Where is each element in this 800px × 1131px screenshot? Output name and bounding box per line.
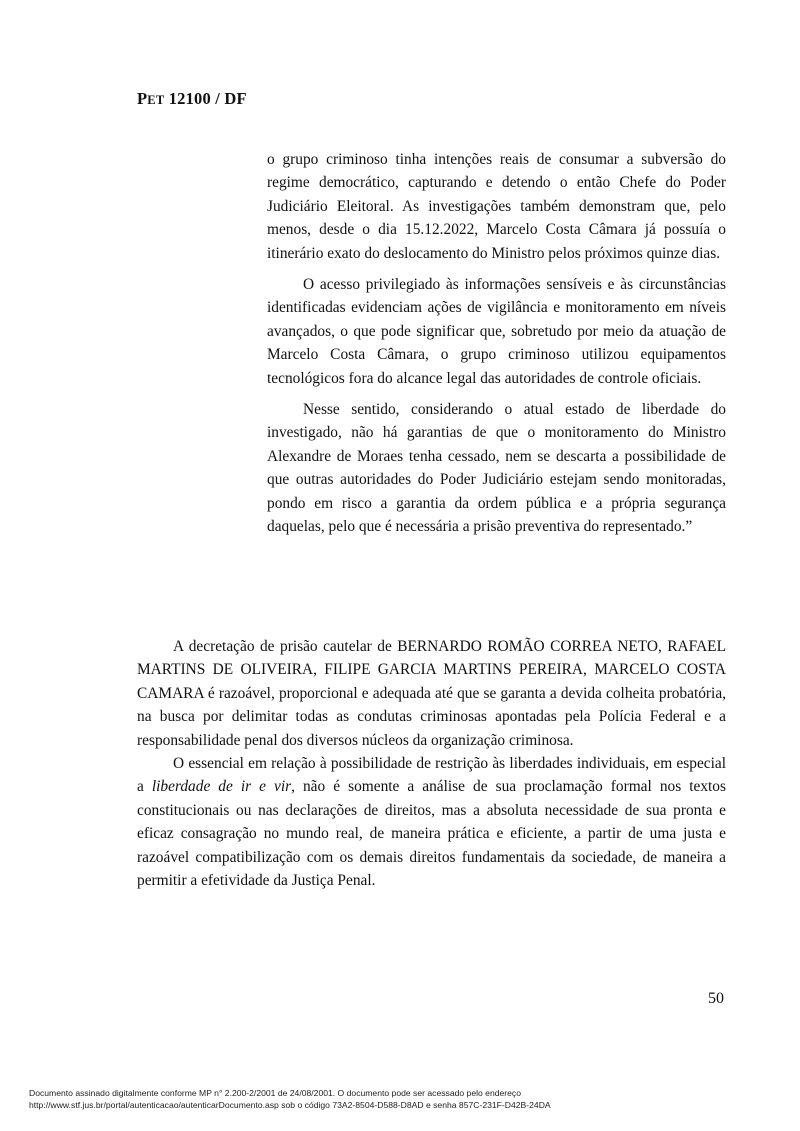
signature-footer [29, 1087, 789, 1111]
header-pet-rest: ET [147, 93, 165, 107]
quote-paragraph-1: o grupo criminoso tinha intenções reais de consumar a subversão do regime democrático, capturando e detendo o então Chefe do Poder Judiciário Eleitoral. As investigações também demonstram que, pelo menos, desde o dia 15.12.2022, Marcelo Costa Câmara já possuía o itinerário exato do deslocamento do Ministro pelos próximos quinze dias. [267, 151, 726, 262]
body-paragraph-2-start: O essencial em relação à possibilidade de restrição às liberdades individuais, em especial a [137, 755, 726, 796]
header-pet-initial: P [137, 89, 148, 108]
header-case-number: 12100 / DF [168, 89, 247, 108]
body-paragraph-1: A decretação de prisão cautelar de BERNARDO ROMÃO CORREA NETO, RAFAEL MARTINS DE OLIVEIRA, FILIPE GARCIA MARTINS PEREIRA, MARCELO COSTA CAMARA é razoável, proporcional e adequada até que se garanta a devida colheita probatória, na busca por delimitar todas as condutas criminosas apontadas pela Polícia Federal e a responsabilidade penal dos diversos núcleos da organização criminosa. [137, 638, 726, 749]
page-header [137, 89, 247, 109]
footer-line-1: Documento assinado digitalmente conforme MP n° 2.200-2/2001 de 24/08/2001. O documento pode ser acessado pelo endereço [29, 1088, 522, 1098]
page-number: 50 [708, 990, 724, 1007]
footer-line-2: http://www.stf.jus.br/portal/autenticacao/autenticarDocumento.asp sob o código 73A2-8504-D588-D8AD e senha 857C-231F-D42B-24DA [29, 1100, 551, 1110]
quote-paragraph-3: Nesse sentido, considerando o atual estado de liberdade do investigado, não há garantias de que o monitoramento do Ministro Alexandre de Moraes tenha cessado, nem se descarta a possibilidade de que outras autoridades do Poder Judiciário estejam sendo monitoradas, pondo em risco a garantia da ordem pública e a própria segurança daquelas, pelo que é necessária a prisão preventiva do representado.” [267, 401, 726, 536]
body-text [137, 635, 726, 892]
body-paragraph-2 [137, 752, 726, 892]
quote-paragraph-2: O acesso privilegiado às informações sensíveis e às circunstâncias identificadas evidenciam ações de vigilância e monitoramento em níveis avançados, o que pode significar que, sobretudo por meio da atuação de Marcelo Costa Câmara, o grupo criminoso utilizou equipamentos tecnológicos fora do alcance legal das autoridades de controle oficiais. [267, 276, 726, 387]
italic-phrase: liberdade de ir e vir [151, 778, 292, 796]
block-quote [267, 148, 726, 547]
body-paragraph-2-end: , não é somente a análise de sua proclamação formal nos textos constitucionais ou nas declarações de direitos, mas a absoluta necessidade de sua pronta e eficaz consagração no mundo real, de maneira prática e eficiente, a partir de uma justa e razoável compatibilização com os demais direitos fundamentais da sociedade, de maneira a permitir a efetividade da Justiça Penal. [137, 778, 726, 890]
